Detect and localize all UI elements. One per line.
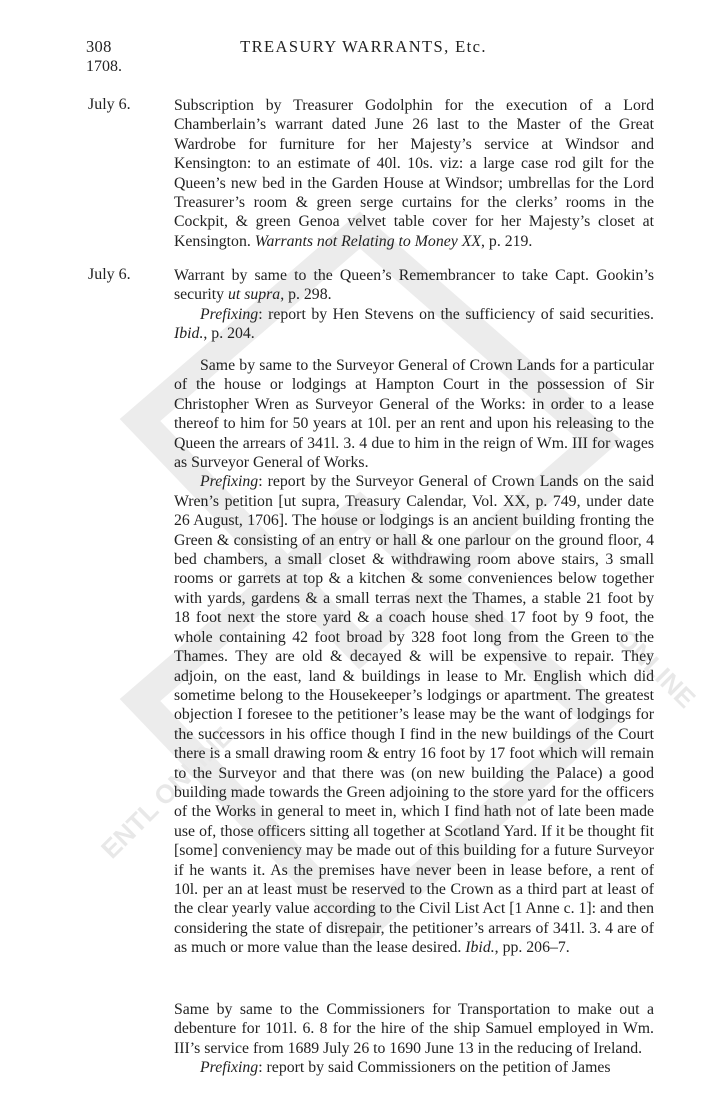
entry-date: July 6. <box>88 96 131 113</box>
paragraph-text: : report by Hen Stevens on the sufficiency of said securities. <box>258 305 654 323</box>
paragraph-text: : report by the Surveyor General of Crown Lands on the said Wren’s petition [ut supra, Treasury Calendar, Vol. XX, p. 749, under date 26 August, 1706]. The house or lodgings is an ancient building fronting the Green & consisting of an entry or hall & one parlour on the ground floor, 4 bed chambers, a small closet & withdrawing room above stairs, 3 small rooms or garrets at top & a kitchen & some conveniences below together with yards, gardens & a small terras next the Thames, a stable 21 foot by 18 foot next the store yard & a coach house shed 17 foot by 9 foot, the whole containing 42 foot broad by 328 foot long from the Green to the Thames. They are old & decayed & will be expensive to repair. They adjoin, on the east, land & buildings in lease to Mr. English which did sometime belong to the Housekeeper’s lodgings or apartment. The greatest objection I foresee to the petitioner’s lease may be the want of lodgings for the successors in his office though I find in the new buildings of the Court there is a small drawing room & entry 16 foot by 17 foot which will remain to the Surveyor and that there was (on new building the Palace) a good building made towards the Green adjoining to the store yard for the officers of the Works in general to meet in, which I find hath not of late been made use of, those officers sitting all together at Scotland Yard. If it be thought fit [some] conveniency may be made out of this building for a future Surveyor if he wants it. As the premises have never been in lease before, a rent of 10l. per an at least must be reserved to the Crown as a third part at least of the clear yearly value according to the Civil List Act [1 Anne c. 1]: and then considering the state of disrepair, the petitioner’s arrears of 341l. 3. 4 are of as much or more value than the lease desired. <box>174 473 654 957</box>
entry-1 <box>174 96 654 251</box>
paragraph-text: Same by same to the Surveyor General of Crown Lands for a particular of the house or lodgings at Hampton Court in the possession of Sir Christopher Wren as Surveyor General of the Works: in order to a lease thereof to him for 50 years at 10l. per an rent and upon his releasing to the Queen the arrears of 341l. 3. 4 due to him in the reign of Wm. III for wages as Surveyor General of Works. <box>174 357 654 472</box>
entry-2 <box>174 266 654 344</box>
paragraph-text: Warrant by same to the Queen’s Remembrancer to take Capt. Gookin’s security <box>174 267 654 304</box>
running-head: TREASURY WARRANTS, Etc. <box>240 37 487 56</box>
paragraph <box>174 305 654 344</box>
prefix-label: Prefixing <box>200 473 259 491</box>
year-marker: 1708. <box>86 58 122 75</box>
prefix-label: Prefixing <box>200 305 259 323</box>
reference-page: , p. 204. <box>203 325 255 343</box>
paragraph-text: Subscription by Treasurer Godolphin for the execution of a Lord Chamberlain’s warrant dated June 26 last to the Master of the Great Wardrobe for furniture for her Majesty’s service at Windsor and Kensington: to an estimate of 40l. 10s. viz: a large case rod gilt for the Queen’s new bed in the Garden House at Windsor; umbrellas for the Lord Treasurer’s room & green serge curtains for the clerks’ rooms in the Cockpit, & green Genoa velvet table cover for her Majesty’s closet at Kensington. <box>174 97 654 250</box>
paragraph-text: : report by said Commissioners on the petition of James <box>258 1059 611 1077</box>
paragraph-text: Same by same to the Commissioners for Transportation to make out a debenture for 101l. 6. 8 for the hire of the ship Samuel employed in Wm. III’s service from 1689 July 26 to 1690 June 13 in the reducing of Ireland. <box>174 1001 654 1057</box>
reference: Ibid. <box>465 939 495 957</box>
svg-text:ENTL ONLINE: ENTL ONLINE <box>95 720 239 865</box>
entry-date: July 6. <box>88 266 131 283</box>
reference: Warrants not Relating to Money XX <box>254 232 482 250</box>
reference: Ibid. <box>174 325 204 343</box>
paragraph <box>174 1058 654 1077</box>
paragraph <box>174 1000 654 1058</box>
svg-text:ONLINE: ONLINE <box>610 623 702 714</box>
entry-4 <box>174 1000 654 1078</box>
paragraph <box>174 266 654 305</box>
reference-page: , p. 298. <box>280 286 332 304</box>
reference-page: , p. 219. <box>481 232 533 250</box>
paragraph <box>174 96 654 251</box>
reference: ut supra <box>227 286 281 304</box>
page-number: 308 <box>86 37 112 56</box>
paragraph <box>174 472 654 957</box>
reference-page: , pp. 206–7. <box>494 939 570 957</box>
paragraph <box>174 356 654 472</box>
entry-3 <box>174 356 654 958</box>
prefix-label: Prefixing <box>200 1059 259 1077</box>
